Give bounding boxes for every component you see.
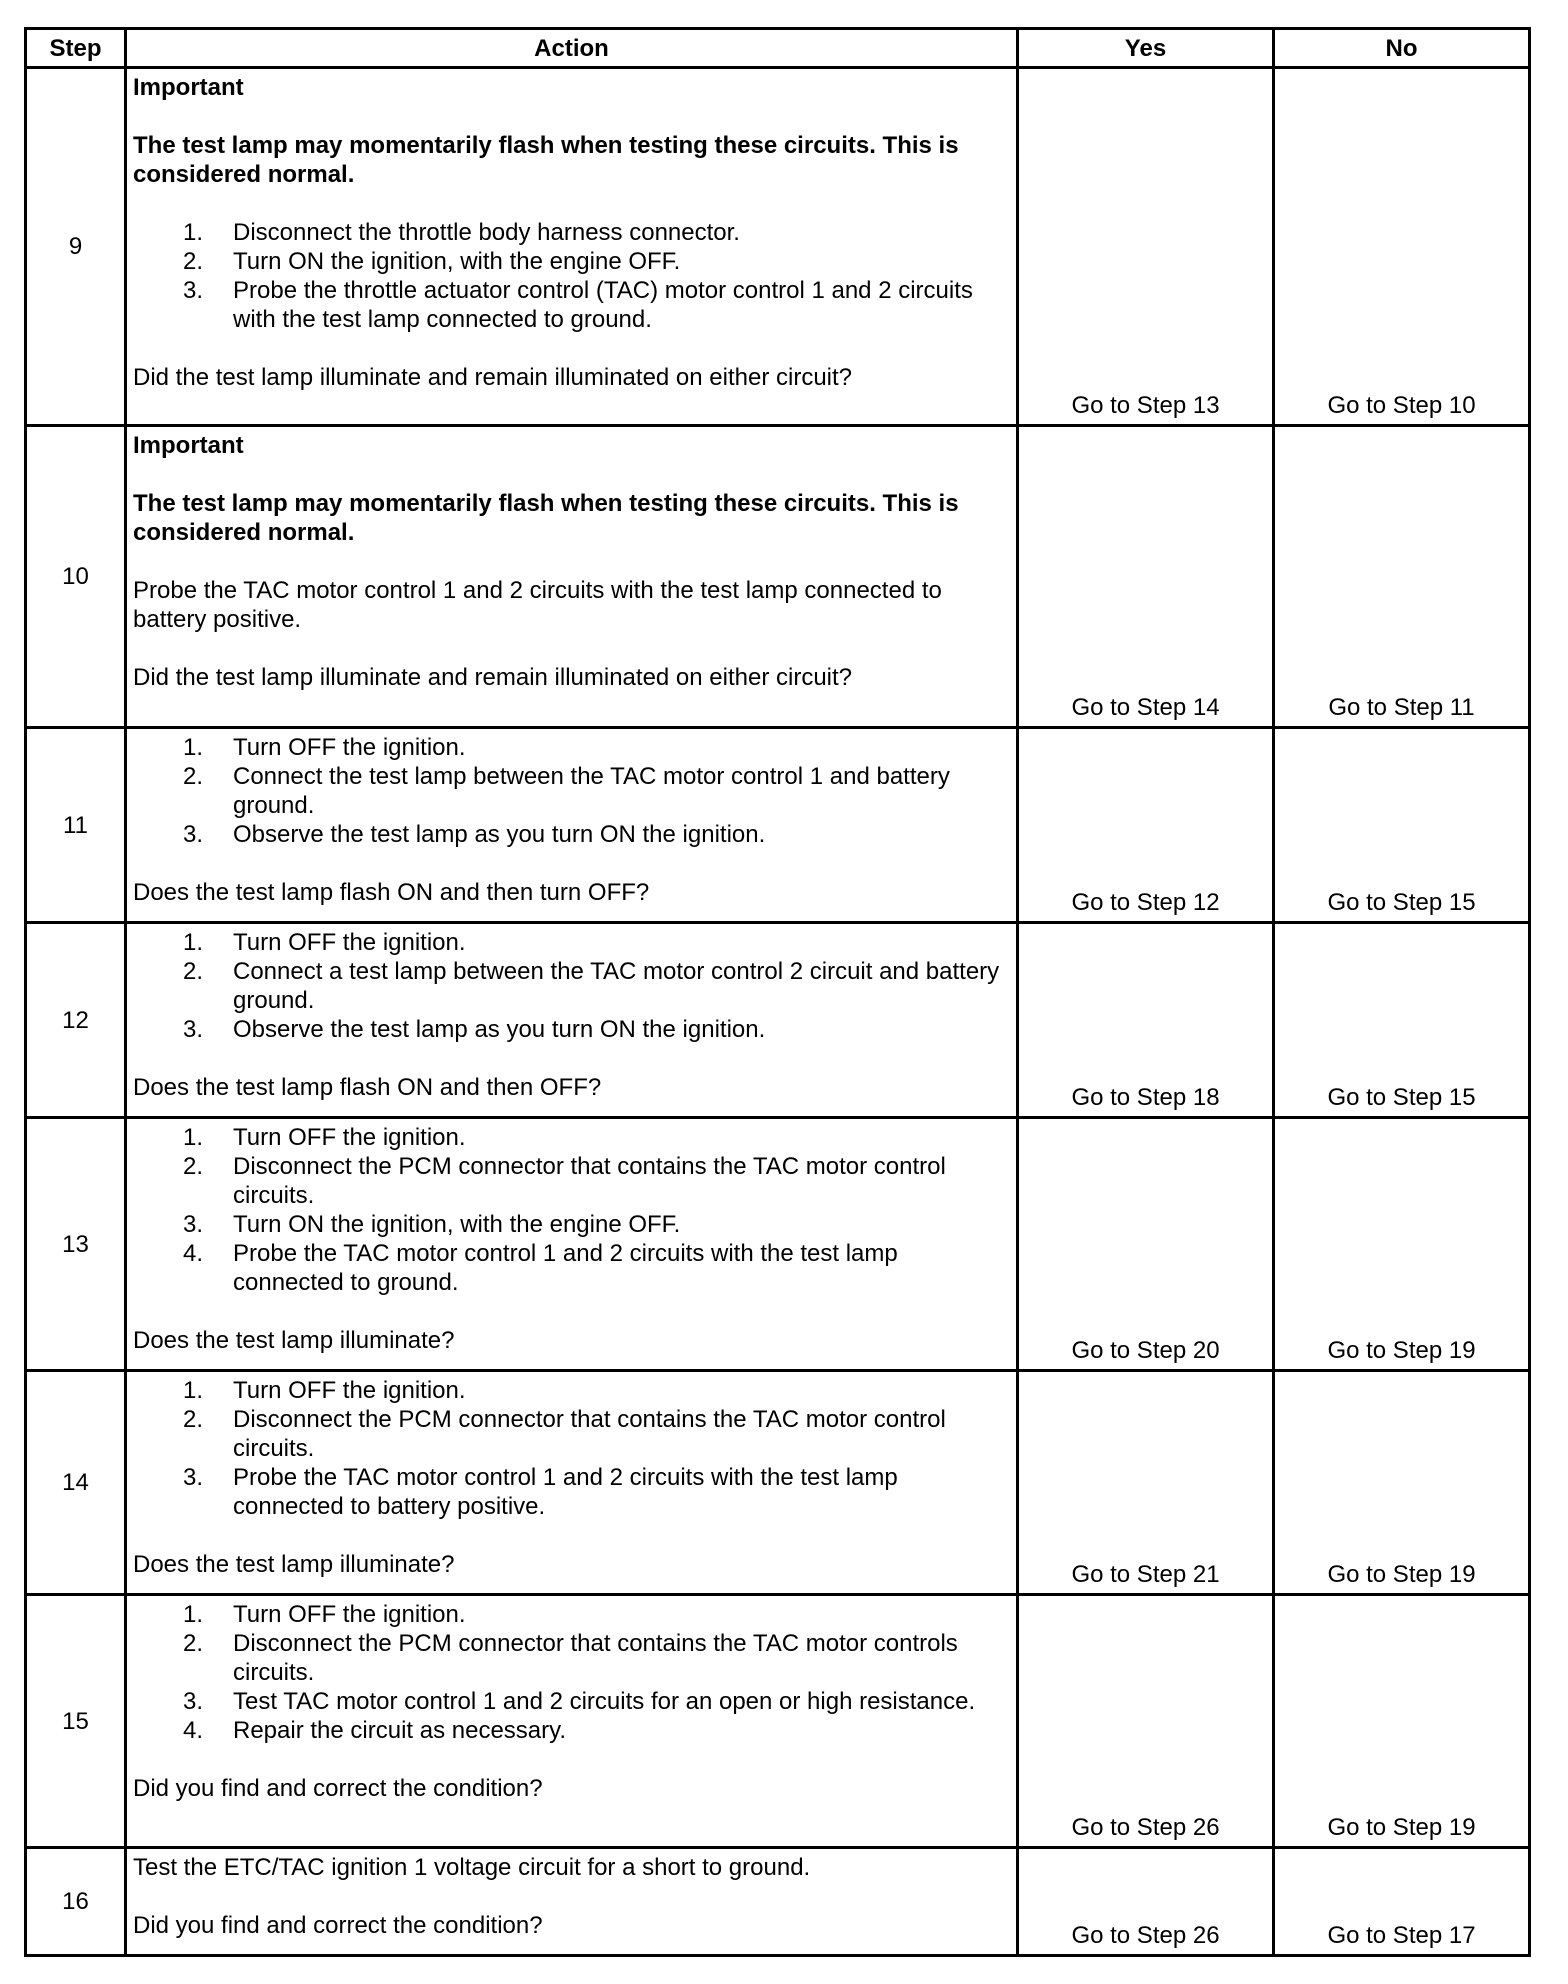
table-row-step-10 [26, 426, 1530, 728]
list-item-text: Turn ON the ignition, with the engine OFF. [233, 1211, 681, 1238]
column-header-action: Action [126, 29, 1018, 68]
yes-result: Go to Step 13 [1018, 68, 1274, 426]
action-steps-list [133, 1600, 1008, 1745]
action-question: Does the test lamp flash ON and then turn OFF? [133, 879, 650, 906]
yes-result: Go to Step 20 [1018, 1118, 1274, 1371]
action-question: Does the test lamp flash ON and then OFF? [133, 1074, 602, 1101]
important-note: The test lamp may momentarily flash when testing these circuits. This is considered normal. [133, 132, 959, 188]
list-item-text: Disconnect the PCM connector that contains the TAC motor control circuits. [233, 1153, 946, 1209]
list-item: 2. Connect a test lamp between the TAC motor control 2 circuit and battery ground. [183, 958, 1000, 1014]
list-item: 2. Turn ON the ignition, with the engine OFF. [183, 248, 681, 275]
list-item: 3. Observe the test lamp as you turn ON the ignition. [183, 821, 766, 848]
yes-result: Go to Step 26 [1018, 1848, 1274, 1956]
action-text: Test the ETC/TAC ignition 1 voltage circuit for a short to ground. [133, 1854, 811, 1881]
yes-result: Go to Step 26 [1018, 1595, 1274, 1848]
no-result: Go to Step 19 [1274, 1371, 1530, 1595]
action-text: Probe the TAC motor control 1 and 2 circuits with the test lamp connected to battery positive. [133, 577, 942, 633]
step-number: 13 [26, 1118, 126, 1371]
no-result: Go to Step 19 [1274, 1595, 1530, 1848]
step-number: 14 [26, 1371, 126, 1595]
no-result: Go to Step 11 [1274, 426, 1530, 728]
action-cell [126, 1371, 1018, 1595]
action-question: Does the test lamp illuminate? [133, 1551, 455, 1578]
column-header-yes: Yes [1018, 29, 1274, 68]
list-item: 4. Probe the TAC motor control 1 and 2 circuits with the test lamp connected to ground. [183, 1240, 898, 1296]
column-header-step: Step [26, 29, 126, 68]
important-note: The test lamp may momentarily flash when testing these circuits. This is considered normal. [133, 490, 959, 546]
list-item-text: Probe the TAC motor control 1 and 2 circuits with the test lamp connected to ground. [233, 1240, 898, 1296]
yes-result: Go to Step 21 [1018, 1371, 1274, 1595]
list-item-text: Turn OFF the ignition. [233, 1377, 466, 1404]
step-number: 16 [26, 1848, 126, 1956]
action-cell [126, 426, 1018, 728]
list-item-text: Repair the circuit as necessary. [233, 1717, 567, 1744]
action-cell [126, 923, 1018, 1118]
list-item: 3. Probe the throttle actuator control (TAC) motor control 1 and 2 circuits with the test lamp connected to ground. [183, 277, 973, 333]
action-question: Did the test lamp illuminate and remain illuminated on either circuit? [133, 364, 853, 391]
important-label: Important [133, 74, 244, 101]
action-question: Did the test lamp illuminate and remain illuminated on either circuit? [133, 664, 853, 691]
action-question: Does the test lamp illuminate? [133, 1327, 455, 1354]
diagnostic-table-page [24, 27, 1528, 1957]
list-item-text: Connect a test lamp between the TAC motor control 2 circuit and battery ground. [233, 958, 1000, 1014]
list-item: 2. Disconnect the PCM connector that contains the TAC motor control circuits. [183, 1406, 946, 1462]
important-label: Important [133, 432, 244, 459]
list-item: 3. Probe the TAC motor control 1 and 2 circuits with the test lamp connected to battery positive. [183, 1464, 898, 1520]
action-steps-list [133, 218, 1008, 334]
action-cell [126, 1118, 1018, 1371]
list-item: 1. Turn OFF the ignition. [183, 1124, 466, 1151]
list-item: 1. Turn OFF the ignition. [183, 929, 466, 956]
action-question: Did you find and correct the condition? [133, 1775, 543, 1802]
list-item: 3. Observe the test lamp as you turn ON the ignition. [183, 1016, 766, 1043]
list-item: 4. Repair the circuit as necessary. [183, 1717, 567, 1744]
list-item: 3. Turn ON the ignition, with the engine OFF. [183, 1211, 681, 1238]
action-steps-list [133, 928, 1008, 1044]
list-item: 2. Disconnect the PCM connector that contains the TAC motor controls circuits. [183, 1630, 958, 1686]
no-result: Go to Step 15 [1274, 728, 1530, 923]
yes-result: Go to Step 14 [1018, 426, 1274, 728]
step-number: 15 [26, 1595, 126, 1848]
list-item-text: Probe the TAC motor control 1 and 2 circuits with the test lamp connected to battery positive. [233, 1464, 898, 1520]
action-cell [126, 1848, 1018, 1956]
step-number: 10 [26, 426, 126, 728]
table-row-step-13 [26, 1118, 1530, 1371]
list-item-text: Turn OFF the ignition. [233, 929, 466, 956]
list-item-text: Observe the test lamp as you turn ON the ignition. [233, 821, 766, 848]
list-item-text: Observe the test lamp as you turn ON the ignition. [233, 1016, 766, 1043]
step-number: 9 [26, 68, 126, 426]
table-row-step-15 [26, 1595, 1530, 1848]
list-item: 1. Turn OFF the ignition. [183, 1601, 466, 1628]
action-question: Did you find and correct the condition? [133, 1912, 543, 1939]
list-item: 1. Turn OFF the ignition. [183, 1377, 466, 1404]
list-item-text: Turn ON the ignition, with the engine OFF. [233, 248, 681, 275]
yes-result: Go to Step 18 [1018, 923, 1274, 1118]
list-item-text: Turn OFF the ignition. [233, 1601, 466, 1628]
list-item: 2. Disconnect the PCM connector that contains the TAC motor control circuits. [183, 1153, 946, 1209]
table-row-step-16 [26, 1848, 1530, 1956]
list-item-text: Disconnect the throttle body harness connector. [233, 219, 740, 246]
action-steps-list [133, 733, 1008, 849]
table-header-row [26, 29, 1530, 68]
action-cell [126, 1595, 1018, 1848]
action-steps-list [133, 1123, 1008, 1297]
list-item-text: Turn OFF the ignition. [233, 734, 466, 761]
table-row-step-14 [26, 1371, 1530, 1595]
list-item-text: Turn OFF the ignition. [233, 1124, 466, 1151]
list-item: 2. Connect the test lamp between the TAC motor control 1 and battery ground. [183, 763, 950, 819]
no-result: Go to Step 17 [1274, 1848, 1530, 1956]
table-row-step-12 [26, 923, 1530, 1118]
table-row-step-9 [26, 68, 1530, 426]
step-number: 11 [26, 728, 126, 923]
step-number: 12 [26, 923, 126, 1118]
yes-result: Go to Step 12 [1018, 728, 1274, 923]
no-result: Go to Step 15 [1274, 923, 1530, 1118]
no-result: Go to Step 10 [1274, 68, 1530, 426]
table-row-step-11 [26, 728, 1530, 923]
list-item-text: Test TAC motor control 1 and 2 circuits for an open or high resistance. [233, 1688, 976, 1715]
list-item: 1. Disconnect the throttle body harness connector. [183, 219, 740, 246]
diagnostic-procedure-table [24, 27, 1531, 1957]
no-result: Go to Step 19 [1274, 1118, 1530, 1371]
list-item-text: Connect the test lamp between the TAC motor control 1 and battery ground. [233, 763, 950, 819]
list-item-text: Probe the throttle actuator control (TAC) motor control 1 and 2 circuits with the test lamp connected to ground. [233, 277, 973, 333]
list-item-text: Disconnect the PCM connector that contains the TAC motor controls circuits. [233, 1630, 958, 1686]
list-item: 1. Turn OFF the ignition. [183, 734, 466, 761]
action-cell [126, 728, 1018, 923]
action-cell [126, 68, 1018, 426]
list-item-text: Disconnect the PCM connector that contains the TAC motor control circuits. [233, 1406, 946, 1462]
column-header-no: No [1274, 29, 1530, 68]
list-item: 3. Test TAC motor control 1 and 2 circuits for an open or high resistance. [183, 1688, 976, 1715]
action-steps-list [133, 1376, 1008, 1521]
